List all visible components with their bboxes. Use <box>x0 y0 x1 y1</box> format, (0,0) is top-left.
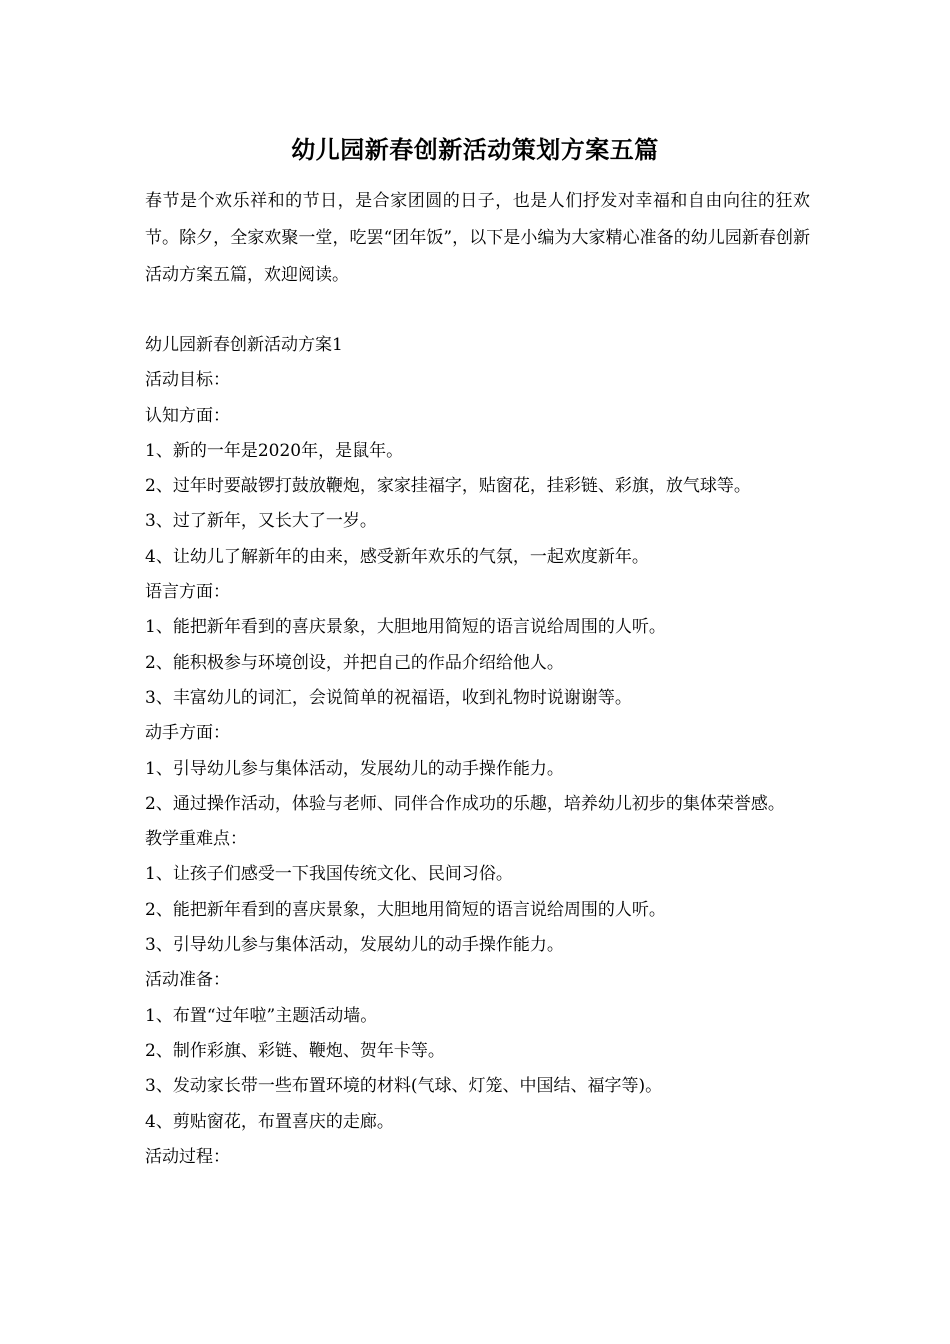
text-line: 3、引导幼儿参与集体活动，发展幼儿的动手操作能力。 <box>145 935 564 956</box>
body-text <box>145 328 815 1175</box>
intro-paragraph: 春节是个欢乐祥和的节日，是合家团圆的日子，也是人们抒发对幸福和自由向往的狂欢节。除夕，全家欢聚一堂，吃罢“团年饭”，以下是小编为大家精心准备的幼儿园新春创新活动方案五篇，欢迎阅读。 <box>145 191 810 285</box>
document-title: 幼儿园新春创新活动策划方案五篇 <box>291 135 659 164</box>
text-line: 教学重难点： <box>145 829 247 850</box>
text-line: 4、剪贴窗花，布置喜庆的走廊。 <box>145 1111 394 1132</box>
text-line: 1、布置“过年啦”主题活动墙。 <box>145 1005 378 1026</box>
text-line: 语言方面： <box>145 582 230 603</box>
text-line: 活动目标： <box>145 370 230 391</box>
text-line: 2、通过操作活动，体验与老师、同伴合作成功的乐趣，培养幼儿初步的集体荣誉感。 <box>145 793 785 814</box>
text-line: 1、让孩子们感受一下我国传统文化、民间习俗。 <box>145 864 513 885</box>
text-line: 2、制作彩旗、彩链、鞭炮、贺年卡等。 <box>145 1040 445 1061</box>
text-line: 2、过年时要敲锣打鼓放鞭炮，家家挂福字，贴窗花，挂彩链、彩旗，放气球等。 <box>145 476 751 497</box>
section-heading: 幼儿园新春创新活动方案1 <box>145 335 343 355</box>
text-line: 3、过了新年，又长大了一岁。 <box>145 511 377 532</box>
text-line: 3、丰富幼儿的词汇，会说简单的祝福语，收到礼物时说谢谢等。 <box>145 687 632 708</box>
text-line: 2、能把新年看到的喜庆景象，大胆地用简短的语言说给周围的人听。 <box>145 899 666 920</box>
text-line: 1、引导幼儿参与集体活动，发展幼儿的动手操作能力。 <box>145 758 564 779</box>
text-line: 4、让幼儿了解新年的由来，感受新年欢乐的气氛，一起欢度新年。 <box>145 546 649 567</box>
text-line: 1、能把新年看到的喜庆景象，大胆地用简短的语言说给周围的人听。 <box>145 617 666 638</box>
text-line: 活动过程： <box>145 1146 230 1167</box>
text-line: 动手方面： <box>145 723 230 744</box>
text-line: 3、发动家长带一些布置环境的材料(气球、灯笼、中国结、福字等)。 <box>145 1076 663 1097</box>
text-line: 1、新的一年是2020年，是鼠年。 <box>145 440 404 461</box>
text-line: 认知方面： <box>145 405 230 426</box>
text-line: 活动准备： <box>145 970 230 991</box>
text-line: 2、能积极参与环境创设，并把自己的作品介绍给他人。 <box>145 652 564 673</box>
